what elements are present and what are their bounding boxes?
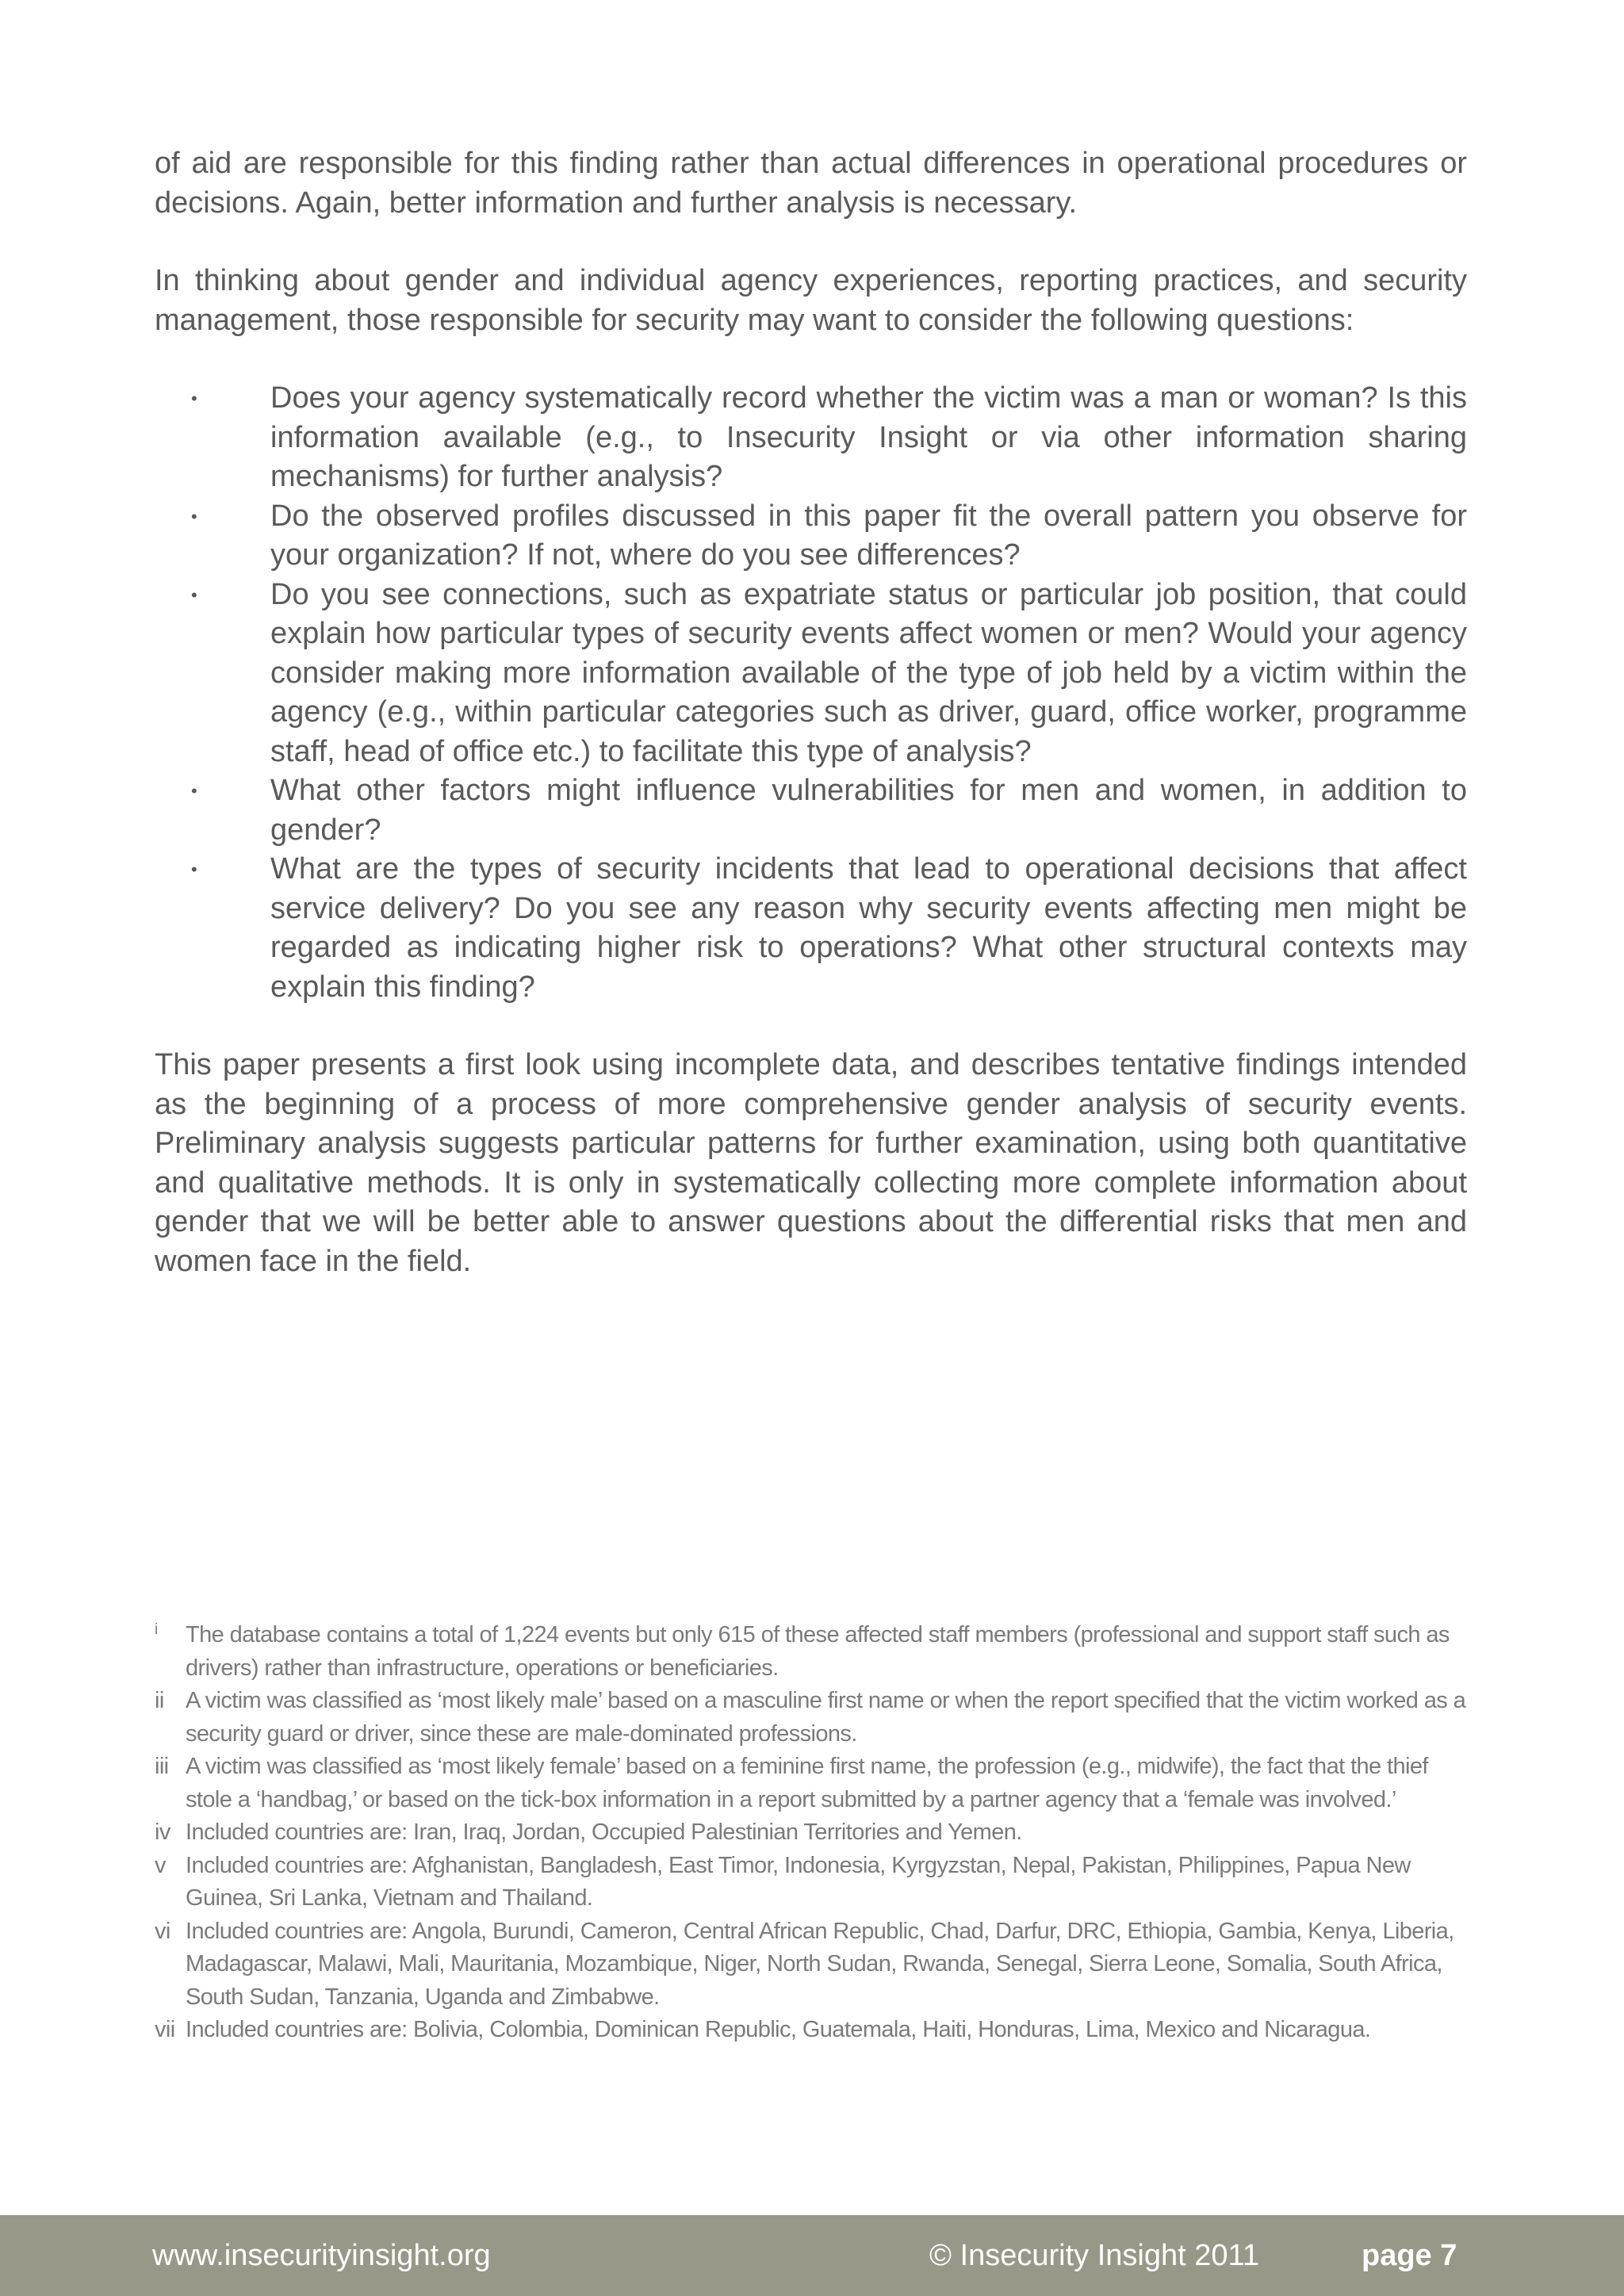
- website-link[interactable]: www.insecurityinsight.org: [152, 2239, 491, 2272]
- list-item: [155, 497, 1467, 576]
- list-item: [155, 771, 1467, 850]
- list-item: [155, 379, 1467, 497]
- footnote-text: Included countries are: Iran, Iraq, Jordan, Occupied Palestinian Territories and Yemen.: [186, 1820, 1022, 1845]
- footnote: [155, 1915, 1467, 2015]
- footnote-text: A victim was classified as ‘most likely male’ based on a masculine first name or when the report specified that the victim worked as a security guard or driver, since these are male-dominated professions.: [186, 1688, 1466, 1747]
- copyright-notice: © Insecurity Insight 2011: [929, 2239, 1259, 2272]
- bullet-icon: •: [191, 388, 197, 408]
- footnote-marker: i: [155, 1621, 158, 1638]
- list-item: [155, 576, 1467, 772]
- bullet-icon: •: [191, 584, 197, 605]
- list-item-text: Do you see connections, such as expatriate status or particular job position, that could explain how particular types of security events affect women or men? Would your agency consider making more information available of the type of job held by a victim within the agency (e.g., within particular categories such as driver, guard, office worker, programme staff, head of office etc.) to facilitate this type of analysis?: [270, 577, 1467, 768]
- footnote-text: The database contains a total of 1,224 events but only 615 of these affected staff members (professional and support staff such as drivers) rather than infrastructure, operations or beneficiaries.: [186, 1622, 1450, 1681]
- list-item-text: What other factors might influence vulnerabilities for men and women, in addition to gender?: [270, 774, 1467, 847]
- footnote-text: Included countries are: Angola, Burundi, Cameron, Central African Republic, Chad, Darfur, DRC, Ethiopia, Gambia, Kenya, Liberia, Madagascar, Malawi, Mali, Mauritania, Mozambique, Niger, North Sudan, Rwanda, Senegal, Sierra Leone, Somalia, South Africa, South Sudan, Tanzania, Uganda and Zimbabwe.: [186, 1918, 1454, 2010]
- body-paragraph: In thinking about gender and individual agency experiences, reporting practices, and security management, those responsible for security may want to consider the following questions:: [155, 264, 1467, 337]
- page-footer: [0, 2215, 1624, 2296]
- footnote-marker: iv: [155, 1820, 170, 1845]
- footnote: [155, 1685, 1467, 1751]
- list-item: [155, 850, 1467, 1007]
- body-paragraph: of aid are responsible for this finding rather than actual differences in operational procedures or decisions. Again, better information and further analysis is necessary.: [155, 147, 1467, 220]
- footnote-marker: vii: [155, 2017, 175, 2042]
- footnote-text: A victim was classified as ‘most likely female’ based on a feminine first name, the profession (e.g., midwife), the fact that the thief stole a ‘handbag,’ or based on the tick-box information in a report submitted by a partner agency that a ‘female was involved.’: [186, 1754, 1428, 1812]
- footnote-text: Included countries are: Bolivia, Colombia, Dominican Republic, Guatemala, Haiti, Honduras, Lima, Mexico and Nicaragua.: [186, 2017, 1371, 2042]
- question-list: [155, 379, 1467, 1007]
- footnote: [155, 1619, 1467, 1685]
- footnote: [155, 2014, 1467, 2047]
- footnote-marker: ii: [155, 1688, 164, 1713]
- list-item-text: What are the types of security incidents that lead to operational decisions that affect service delivery? Do you see any reason why security events affecting men might be regarded as indicating higher risk to operations? What other structural contexts may explain this finding?: [270, 852, 1467, 1004]
- footnote: [155, 1850, 1467, 1915]
- bullet-icon: •: [191, 859, 197, 879]
- list-item-text: Does your agency systematically record whether the victim was a man or woman? Is this information available (e.g., to Insecurity Insight or via other information sharing mechanisms) for further analysis?: [270, 381, 1467, 493]
- main-content: [155, 144, 1467, 1281]
- page-number: page 7: [1362, 2239, 1457, 2272]
- footnote: [155, 1816, 1467, 1850]
- footnote-marker: iii: [155, 1754, 169, 1779]
- list-item-text: Do the observed profiles discussed in this paper fit the overall pattern you observe for your organization? If not, where do you see differences?: [270, 499, 1467, 572]
- bullet-icon: •: [191, 781, 197, 801]
- footnote-marker: vi: [155, 1918, 170, 1944]
- closing-paragraph: This paper presents a first look using incomplete data, and describes tentative findings intended as the beginning of a process of more comprehensive gender analysis of security events. Preliminary analysis suggests particular patterns for further examination, using both quantitative and qualitative methods. It is only in systematically collecting more complete information about gender that we will be better able to answer questions about the differential risks that men and women face in the field.: [155, 1048, 1467, 1278]
- footnote: [155, 1751, 1467, 1816]
- footnotes: [155, 1619, 1467, 2047]
- bullet-icon: •: [191, 506, 197, 526]
- footnote-text: Included countries are: Afghanistan, Bangladesh, East Timor, Indonesia, Kyrgyzstan, Nepal, Pakistan, Philippines, Papua New Guinea, Sri Lanka, Vietnam and Thailand.: [186, 1852, 1411, 1911]
- footnote-marker: v: [155, 1852, 166, 1878]
